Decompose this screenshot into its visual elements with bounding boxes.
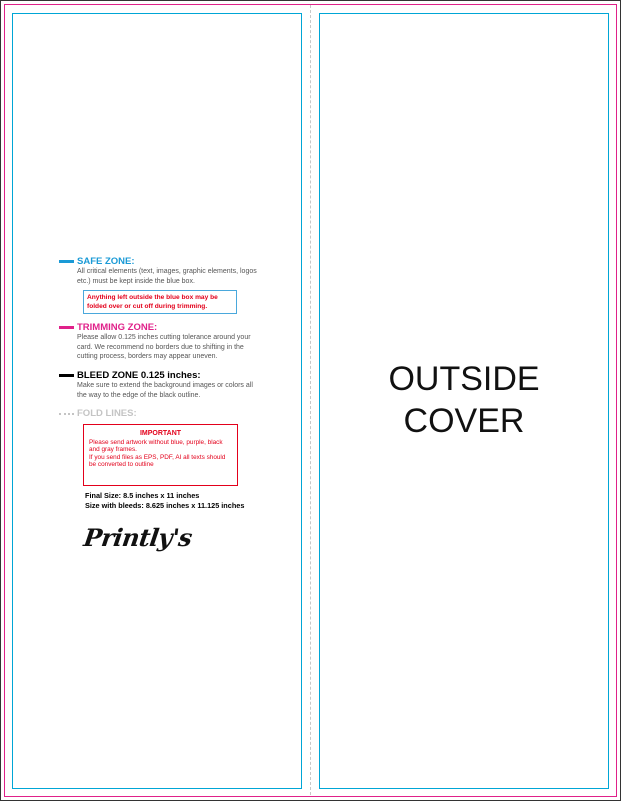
bleed-size: Size with bleeds: 8.625 inches x 11.125 inches [85,501,245,510]
safe-zone-description: All critical elements (text, images, graphic elements, logos etc.) must be kept inside the blue box. [77,268,257,285]
printlys-logo: Printly's [81,523,194,552]
trimming-zone-title: TRIMMING ZONE: [77,322,158,333]
trimming-zone-swatch [59,326,74,329]
bleed-zone-swatch [59,374,74,377]
safe-zone-title: SAFE ZONE: [77,256,135,267]
trimming-zone-description: Please allow 0.125 inches cutting tolerance around your card. We recommend no borders due to shifting in the cutting process, borders may appear uneven. [77,334,251,360]
important-title: IMPORTANT [139,430,182,437]
important-line-outline: If you send files as EPS, PDF, AI all texts should be converted to outline [89,453,226,469]
safe-zone-warning: Anything left outside the blue box may be folded over or cut off during trimming. [83,290,237,314]
bleed-zone-description: Make sure to extend the background images or colors all the way to the edge of the black outline. [77,382,253,399]
legend-fold-lines [59,408,259,419]
cover-title-line1: OUTSIDE [388,360,540,398]
legend-bleed-zone [59,370,259,400]
fold-line [310,5,311,795]
legend-safe-zone [59,256,259,286]
important-notice [83,424,238,486]
cover-title-line2: COVER [403,402,525,440]
safe-zone-swatch [59,260,74,263]
important-line-frames: Please send artwork without blue, purple, black and gray frames. [89,439,223,454]
fold-lines-swatch [59,413,74,415]
final-size: Final Size: 8.5 inches x 11 inches [85,491,200,500]
bleed-zone-title: BLEED ZONE 0.125 inches: [77,370,201,381]
legend-trimming-zone [59,322,259,362]
fold-lines-title: FOLD LINES: [77,408,137,419]
size-info [85,491,244,511]
outside-cover-title [319,358,609,442]
safe-zone-left-panel [12,13,302,789]
